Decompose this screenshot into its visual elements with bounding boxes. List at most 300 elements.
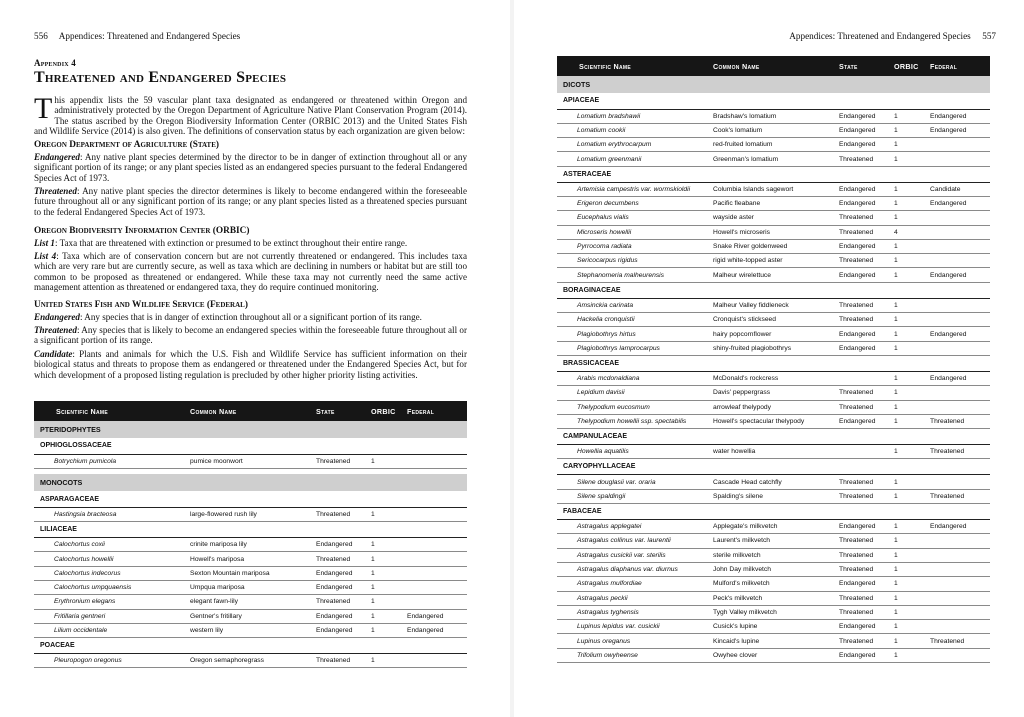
header-common-name: Common Name — [184, 401, 310, 421]
federal-cell — [401, 580, 467, 594]
federal-cell — [924, 152, 990, 166]
table-row — [557, 577, 990, 591]
common-name-cell: Malheur Valley fiddleneck — [707, 298, 833, 312]
scientific-name-cell: Pyrrocoma radiata — [557, 239, 707, 253]
state-cell: Threatened — [833, 211, 888, 225]
scientific-name-cell: Lomatium bradshawii — [557, 109, 707, 123]
common-name-cell: Snake River goldenweed — [707, 239, 833, 253]
group-header-row — [557, 76, 990, 93]
state-cell: Threatened — [310, 654, 365, 668]
orbic-cell: 1 — [888, 534, 924, 548]
state-cell: Threatened — [833, 605, 888, 619]
family-header-row — [34, 638, 467, 654]
family-label: FABACEAE — [557, 504, 990, 520]
common-name-cell: sterile milkvetch — [707, 548, 833, 562]
family-header-row — [557, 459, 990, 475]
orbic-cell: 1 — [365, 454, 401, 468]
scientific-name-cell: Arabis mcdonaldiana — [557, 371, 707, 385]
family-label: BRASSICACEAE — [557, 355, 990, 371]
federal-cell — [924, 475, 990, 489]
left-page — [0, 0, 510, 717]
federal-cell: Endangered — [924, 268, 990, 282]
federal-cell: Endangered — [924, 109, 990, 123]
definition-federal-threatened: Threatened: Any species that is likely to become an endangered species within the foreseeable future throughout all or a significant portion of its range. — [34, 325, 467, 346]
table-row — [557, 196, 990, 210]
table-row — [557, 123, 990, 137]
federal-cell — [401, 566, 467, 580]
scientific-name-cell: Howellia aquatilis — [557, 445, 707, 459]
scientific-name-cell: Hackelia cronquistii — [557, 313, 707, 327]
state-cell: Endangered — [310, 566, 365, 580]
orbic-cell: 1 — [888, 123, 924, 137]
header-federal: Federal — [401, 401, 467, 421]
federal-cell — [924, 211, 990, 225]
definition-state-endangered: Endangered: Any native plant species determined by the director to be in danger of extinction throughout all or any significant portion of its range; or any plant species listed as an endangered species pursuant to the federal Endangered Species Act of 1973. — [34, 152, 467, 183]
scientific-name-cell: Fritillaria gentneri — [34, 609, 184, 623]
state-cell: Endangered — [310, 538, 365, 552]
scientific-name-cell: Astragalus peckii — [557, 591, 707, 605]
left-page-number: 556 — [34, 31, 48, 41]
family-label: OPHIOGLOSSACEAE — [34, 438, 467, 454]
state-cell: Threatened — [833, 254, 888, 268]
federal-cell — [924, 239, 990, 253]
table-row — [557, 634, 990, 648]
family-label: CAMPANULACEAE — [557, 429, 990, 445]
orbic-cell: 4 — [888, 225, 924, 239]
common-name-cell: Umpqua mariposa — [184, 580, 310, 594]
right-page — [514, 0, 1024, 717]
federal-cell: Endangered — [924, 327, 990, 341]
scientific-name-cell: Hastingsia bracteosa — [34, 507, 184, 521]
federal-cell — [924, 341, 990, 355]
table-row — [557, 548, 990, 562]
federal-cell — [924, 620, 990, 634]
header-scientific-name: Scientific Name — [557, 56, 707, 76]
orbic-cell: 1 — [888, 313, 924, 327]
table-row — [557, 371, 990, 385]
definition-state-threatened: Threatened: Any native plant species the director determines is likely to become endangered within the foreseeable future throughout all or any significant portion of its range; or any plant species listed as a threatened species pursuant to the federal Endangered Species Act of 1973. — [34, 186, 467, 217]
state-cell: Endangered — [833, 268, 888, 282]
state-cell: Endangered — [833, 414, 888, 428]
orbic-cell: 1 — [365, 552, 401, 566]
state-cell: Threatened — [833, 489, 888, 503]
federal-cell — [924, 562, 990, 576]
orbic-cell: 1 — [365, 654, 401, 668]
family-label: ASPARAGACEAE — [34, 491, 467, 507]
table-row — [34, 566, 467, 580]
state-cell: Endangered — [833, 648, 888, 662]
orbic-cell: 1 — [888, 648, 924, 662]
common-name-cell: pumice moonwort — [184, 454, 310, 468]
common-name-cell: Cronquist's stickseed — [707, 313, 833, 327]
scientific-name-cell: Lupinus oreganus — [557, 634, 707, 648]
common-name-cell: rigid white-topped aster — [707, 254, 833, 268]
orbic-cell: 1 — [888, 138, 924, 152]
scientific-name-cell: Astragalus cusickii var. sterilis — [557, 548, 707, 562]
state-cell: Threatened — [310, 507, 365, 521]
group-label: PTERIDOPHYTES — [34, 421, 467, 438]
table-row — [557, 591, 990, 605]
state-cell: Threatened — [310, 595, 365, 609]
state-cell: Threatened — [833, 386, 888, 400]
scientific-name-cell: Astragalus tyghensis — [557, 605, 707, 619]
orbic-cell: 1 — [888, 520, 924, 534]
common-name-cell: Peck's milkvetch — [707, 591, 833, 605]
orbic-cell: 1 — [888, 109, 924, 123]
common-name-cell: wayside aster — [707, 211, 833, 225]
left-running-head — [34, 31, 240, 41]
state-cell: Endangered — [833, 327, 888, 341]
common-name-cell: elegant fawn-lily — [184, 595, 310, 609]
common-name-cell: Spalding's silene — [707, 489, 833, 503]
page-title: Threatened and Endangered Species — [34, 69, 287, 86]
scientific-name-cell: Trifolium owyheense — [557, 648, 707, 662]
state-cell: Threatened — [833, 475, 888, 489]
family-header-row — [557, 93, 990, 109]
scientific-name-cell: Sericocarpus rigidus — [557, 254, 707, 268]
orbic-cell: 1 — [365, 623, 401, 637]
common-name-cell: arrowleaf thelypody — [707, 400, 833, 414]
orbic-cell: 1 — [888, 327, 924, 341]
orbic-cell: 1 — [365, 595, 401, 609]
scientific-name-cell: Lepidium davisii — [557, 386, 707, 400]
federal-cell: Endangered — [401, 623, 467, 637]
table-row — [34, 580, 467, 594]
common-name-cell: Oregon semaphoregrass — [184, 654, 310, 668]
state-cell: Threatened — [833, 225, 888, 239]
scientific-name-cell: Astragalus applegatei — [557, 520, 707, 534]
federal-cell — [401, 654, 467, 668]
table-row — [557, 562, 990, 576]
state-cell: Threatened — [310, 552, 365, 566]
state-cell — [833, 371, 888, 385]
common-name-cell: Applegate's milkvetch — [707, 520, 833, 534]
scientific-name-cell: Calochortus coxii — [34, 538, 184, 552]
orbic-cell: 1 — [888, 196, 924, 210]
table-row — [557, 445, 990, 459]
family-header-row — [34, 438, 467, 454]
table-row — [557, 211, 990, 225]
family-header-row — [557, 504, 990, 520]
federal-cell — [924, 591, 990, 605]
federal-cell: Threatened — [924, 489, 990, 503]
common-name-cell: Howell's microseris — [707, 225, 833, 239]
family-label: POACEAE — [34, 638, 467, 654]
federal-cell — [924, 534, 990, 548]
common-name-cell: McDonald's rockcress — [707, 371, 833, 385]
state-cell: Threatened — [833, 634, 888, 648]
family-header-row — [557, 282, 990, 298]
definition-federal-endangered: Endangered: Any species that is in danger of extinction throughout all or a significant portion of its range. — [34, 312, 422, 322]
right-running-head — [789, 31, 996, 41]
table-row — [557, 414, 990, 428]
right-running-head-title: Appendices: Threatened and Endangered Species — [789, 31, 971, 41]
scientific-name-cell: Lilium occidentale — [34, 623, 184, 637]
scientific-name-cell: Eucephalus vialis — [557, 211, 707, 225]
common-name-cell: large-flowered rush lily — [184, 507, 310, 521]
common-name-cell: Howell's mariposa — [184, 552, 310, 566]
table-row — [557, 520, 990, 534]
table-row — [557, 489, 990, 503]
orbic-cell: 1 — [888, 182, 924, 196]
table-row — [34, 595, 467, 609]
section-heading-orbic: Oregon Biodiversity Information Center (ORBIC) — [34, 226, 250, 236]
common-name-cell: Pacific fleabane — [707, 196, 833, 210]
scientific-name-cell: Plagiobothrys lamprocarpus — [557, 341, 707, 355]
state-cell: Threatened — [833, 591, 888, 605]
left-running-head-title: Appendices: Threatened and Endangered Species — [58, 31, 241, 41]
table-header-row — [557, 56, 990, 76]
federal-cell — [924, 225, 990, 239]
species-table-right — [557, 56, 990, 663]
common-name-cell: Davis' peppergrass — [707, 386, 833, 400]
common-name-cell: Tygh Valley milkvetch — [707, 605, 833, 619]
orbic-cell: 1 — [365, 609, 401, 623]
scientific-name-cell: Astragalus mulfordiae — [557, 577, 707, 591]
common-name-cell: Sexton Mountain mariposa — [184, 566, 310, 580]
federal-cell — [924, 548, 990, 562]
orbic-cell: 1 — [888, 386, 924, 400]
state-cell: Threatened — [833, 562, 888, 576]
state-cell: Endangered — [833, 520, 888, 534]
federal-cell — [924, 298, 990, 312]
federal-cell — [401, 552, 467, 566]
scientific-name-cell: Erythronium elegans — [34, 595, 184, 609]
federal-cell — [924, 386, 990, 400]
family-label: BORAGINACEAE — [557, 282, 990, 298]
scientific-name-cell: Amsinckia carinata — [557, 298, 707, 312]
family-label: ASTERACEAE — [557, 166, 990, 182]
state-cell: Threatened — [833, 400, 888, 414]
table-row — [34, 538, 467, 552]
common-name-cell: water howellia — [707, 445, 833, 459]
scientific-name-cell: Artemisia campestris var. wormskioldii — [557, 182, 707, 196]
scientific-name-cell: Calochortus howellii — [34, 552, 184, 566]
orbic-cell: 1 — [365, 538, 401, 552]
common-name-cell: hairy popcornflower — [707, 327, 833, 341]
orbic-cell: 1 — [888, 211, 924, 225]
table-row — [557, 138, 990, 152]
scientific-name-cell: Stephanomeria malheurensis — [557, 268, 707, 282]
group-label: MONOCOTS — [34, 474, 467, 491]
state-cell: Endangered — [833, 577, 888, 591]
state-cell: Endangered — [833, 138, 888, 152]
scientific-name-cell: Plagiobothrys hirtus — [557, 327, 707, 341]
common-name-cell: Owyhee clover — [707, 648, 833, 662]
scientific-name-cell: Silene spaldingii — [557, 489, 707, 503]
federal-cell: Endangered — [924, 123, 990, 137]
common-name-cell: Gentner's fritillary — [184, 609, 310, 623]
table-row — [557, 475, 990, 489]
scientific-name-cell: Astragalus diaphanus var. diurnus — [557, 562, 707, 576]
common-name-cell: Laurent's milkvetch — [707, 534, 833, 548]
header-scientific-name: Scientific Name — [34, 401, 184, 421]
scientific-name-cell: Thelypodium eucosmum — [557, 400, 707, 414]
orbic-cell: 1 — [888, 577, 924, 591]
family-label: LILIACEAE — [34, 522, 467, 538]
table-row — [557, 298, 990, 312]
scientific-name-cell: Microseris howellii — [557, 225, 707, 239]
state-cell: Endangered — [310, 623, 365, 637]
group-label: DICOTS — [557, 76, 990, 93]
federal-cell: Endangered — [924, 520, 990, 534]
federal-cell: Endangered — [924, 371, 990, 385]
common-name-cell: Columbia Islands sagewort — [707, 182, 833, 196]
federal-cell: Endangered — [401, 609, 467, 623]
table-row — [557, 620, 990, 634]
state-cell: Endangered — [310, 580, 365, 594]
scientific-name-cell: Calochortus umpquaensis — [34, 580, 184, 594]
federal-cell: Threatened — [924, 634, 990, 648]
federal-cell — [924, 313, 990, 327]
scientific-name-cell: Botrychium pumicola — [34, 454, 184, 468]
table-row — [557, 254, 990, 268]
scientific-name-cell: Pleuropogon oregonus — [34, 654, 184, 668]
group-header-row — [34, 421, 467, 438]
table-row — [557, 400, 990, 414]
orbic-cell: 1 — [888, 371, 924, 385]
table-row — [34, 609, 467, 623]
federal-cell — [924, 577, 990, 591]
definition-orbic-list4: List 4: Taxa which are of conservation concern but are not currently threatened or endangered. This includes taxa which are very rare but are currently secure, as well as taxa which are declining in numbers or habitat but are still too common to be proposed as threatened or endangered. While these taxa may not currently need the same active management attention as threatened or endangered taxa, they do require continued monitoring. — [34, 251, 467, 292]
state-cell: Endangered — [833, 196, 888, 210]
table-header-row — [34, 401, 467, 421]
federal-cell: Threatened — [924, 414, 990, 428]
section-heading-federal: United States Fish and Wildlife Service (Federal) — [34, 300, 248, 310]
orbic-cell: 1 — [888, 548, 924, 562]
common-name-cell: red-fruited lomatium — [707, 138, 833, 152]
intro-dropcap: T — [34, 92, 53, 125]
table-row — [557, 225, 990, 239]
scientific-name-cell: Astragalus collinus var. laurentii — [557, 534, 707, 548]
family-header-row — [557, 166, 990, 182]
federal-cell — [924, 400, 990, 414]
federal-cell — [401, 507, 467, 521]
table-row — [557, 313, 990, 327]
state-cell: Endangered — [833, 239, 888, 253]
common-name-cell: shiny-fruited plagiobothrys — [707, 341, 833, 355]
family-label: APIACEAE — [557, 93, 990, 109]
state-cell: Endangered — [833, 182, 888, 196]
table-row — [557, 386, 990, 400]
family-header-row — [34, 522, 467, 538]
table-row — [557, 182, 990, 196]
state-cell: Threatened — [833, 298, 888, 312]
table-row — [557, 534, 990, 548]
orbic-cell: 1 — [888, 414, 924, 428]
header-state: State — [310, 401, 365, 421]
orbic-cell: 1 — [888, 239, 924, 253]
table-row — [557, 109, 990, 123]
species-table-left — [34, 401, 467, 668]
common-name-cell: Greenman's lomatium — [707, 152, 833, 166]
common-name-cell: Cusick's lupine — [707, 620, 833, 634]
orbic-cell: 1 — [365, 580, 401, 594]
common-name-cell: Bradshaw's lomatium — [707, 109, 833, 123]
federal-cell: Threatened — [924, 445, 990, 459]
table-row — [34, 552, 467, 566]
federal-cell — [401, 454, 467, 468]
federal-cell — [401, 538, 467, 552]
federal-cell: Endangered — [924, 196, 990, 210]
scientific-name-cell: Silene douglasii var. oraria — [557, 475, 707, 489]
table-row — [557, 605, 990, 619]
federal-cell — [924, 605, 990, 619]
orbic-cell: 1 — [888, 152, 924, 166]
state-cell: Endangered — [833, 620, 888, 634]
common-name-cell: Cascade Head catchfly — [707, 475, 833, 489]
state-cell — [833, 445, 888, 459]
appendix-label: Appendix 4 — [34, 58, 76, 68]
definition-orbic-list1: List 1: Taxa that are threatened with extinction or presumed to be extinct throughout their entire range. — [34, 238, 408, 248]
orbic-cell: 1 — [888, 445, 924, 459]
federal-cell — [924, 138, 990, 152]
scientific-name-cell: Lomatium greenmanii — [557, 152, 707, 166]
scientific-name-cell: Lomatium erythrocarpum — [557, 138, 707, 152]
state-cell: Threatened — [310, 454, 365, 468]
header-federal: Federal — [924, 56, 990, 76]
intro-paragraph — [34, 92, 467, 137]
orbic-cell: 1 — [365, 566, 401, 580]
common-name-cell: Malheur wirelettuce — [707, 268, 833, 282]
orbic-cell: 1 — [888, 341, 924, 355]
scientific-name-cell: Lupinus lepidus var. cusickii — [557, 620, 707, 634]
orbic-cell: 1 — [365, 507, 401, 521]
federal-cell — [924, 648, 990, 662]
common-name-cell: western lily — [184, 623, 310, 637]
table-row — [34, 654, 467, 668]
state-cell: Threatened — [833, 313, 888, 327]
header-orbic: ORBIC — [888, 56, 924, 76]
state-cell: Endangered — [833, 109, 888, 123]
orbic-cell: 1 — [888, 634, 924, 648]
definition-federal-candidate: Candidate: Plants and animals for which the U.S. Fish and Wildlife Service has sufficient information on their biological status and threats to propose them as endangered or threatened under the Endangered Species Act, but for which development of a proposed listing regulation is precluded by other higher priority listing activities. — [34, 349, 467, 380]
state-cell: Threatened — [833, 548, 888, 562]
federal-cell — [924, 254, 990, 268]
header-common-name: Common Name — [707, 56, 833, 76]
family-header-row — [557, 429, 990, 445]
family-header-row — [34, 491, 467, 507]
header-state: State — [833, 56, 888, 76]
orbic-cell: 1 — [888, 475, 924, 489]
orbic-cell: 1 — [888, 489, 924, 503]
state-cell: Endangered — [310, 609, 365, 623]
scientific-name-cell: Lomatium cookii — [557, 123, 707, 137]
family-label: CARYOPHYLLACEAE — [557, 459, 990, 475]
orbic-cell: 1 — [888, 605, 924, 619]
intro-text: his appendix lists the 59 vascular plant taxa designated as endangered or threatened within Oregon and administratively protected by the Oregon Department of Agriculture Native Plant Conservation Program (2014). The status ascribed by the Oregon Biodiversity Information Center (ORBIC 2013) and the United States Fish and Wildlife Service (2014) is also given. The definitions of conservation status by each organization are given below: — [34, 95, 467, 137]
table-row — [34, 507, 467, 521]
scientific-name-cell: Calochortus indecorus — [34, 566, 184, 580]
group-header-row — [34, 474, 467, 491]
state-cell: Threatened — [833, 534, 888, 548]
federal-cell: Candidate — [924, 182, 990, 196]
common-name-cell: John Day milkvetch — [707, 562, 833, 576]
common-name-cell: crinite mariposa lily — [184, 538, 310, 552]
right-page-number: 557 — [982, 31, 996, 41]
table-row — [557, 327, 990, 341]
orbic-cell: 1 — [888, 254, 924, 268]
federal-cell — [401, 595, 467, 609]
orbic-cell: 1 — [888, 562, 924, 576]
orbic-cell: 1 — [888, 591, 924, 605]
header-orbic: ORBIC — [365, 401, 401, 421]
table-row — [34, 454, 467, 468]
common-name-cell: Cook's lomatium — [707, 123, 833, 137]
orbic-cell: 1 — [888, 268, 924, 282]
scientific-name-cell: Erigeron decumbens — [557, 196, 707, 210]
table-row — [557, 268, 990, 282]
